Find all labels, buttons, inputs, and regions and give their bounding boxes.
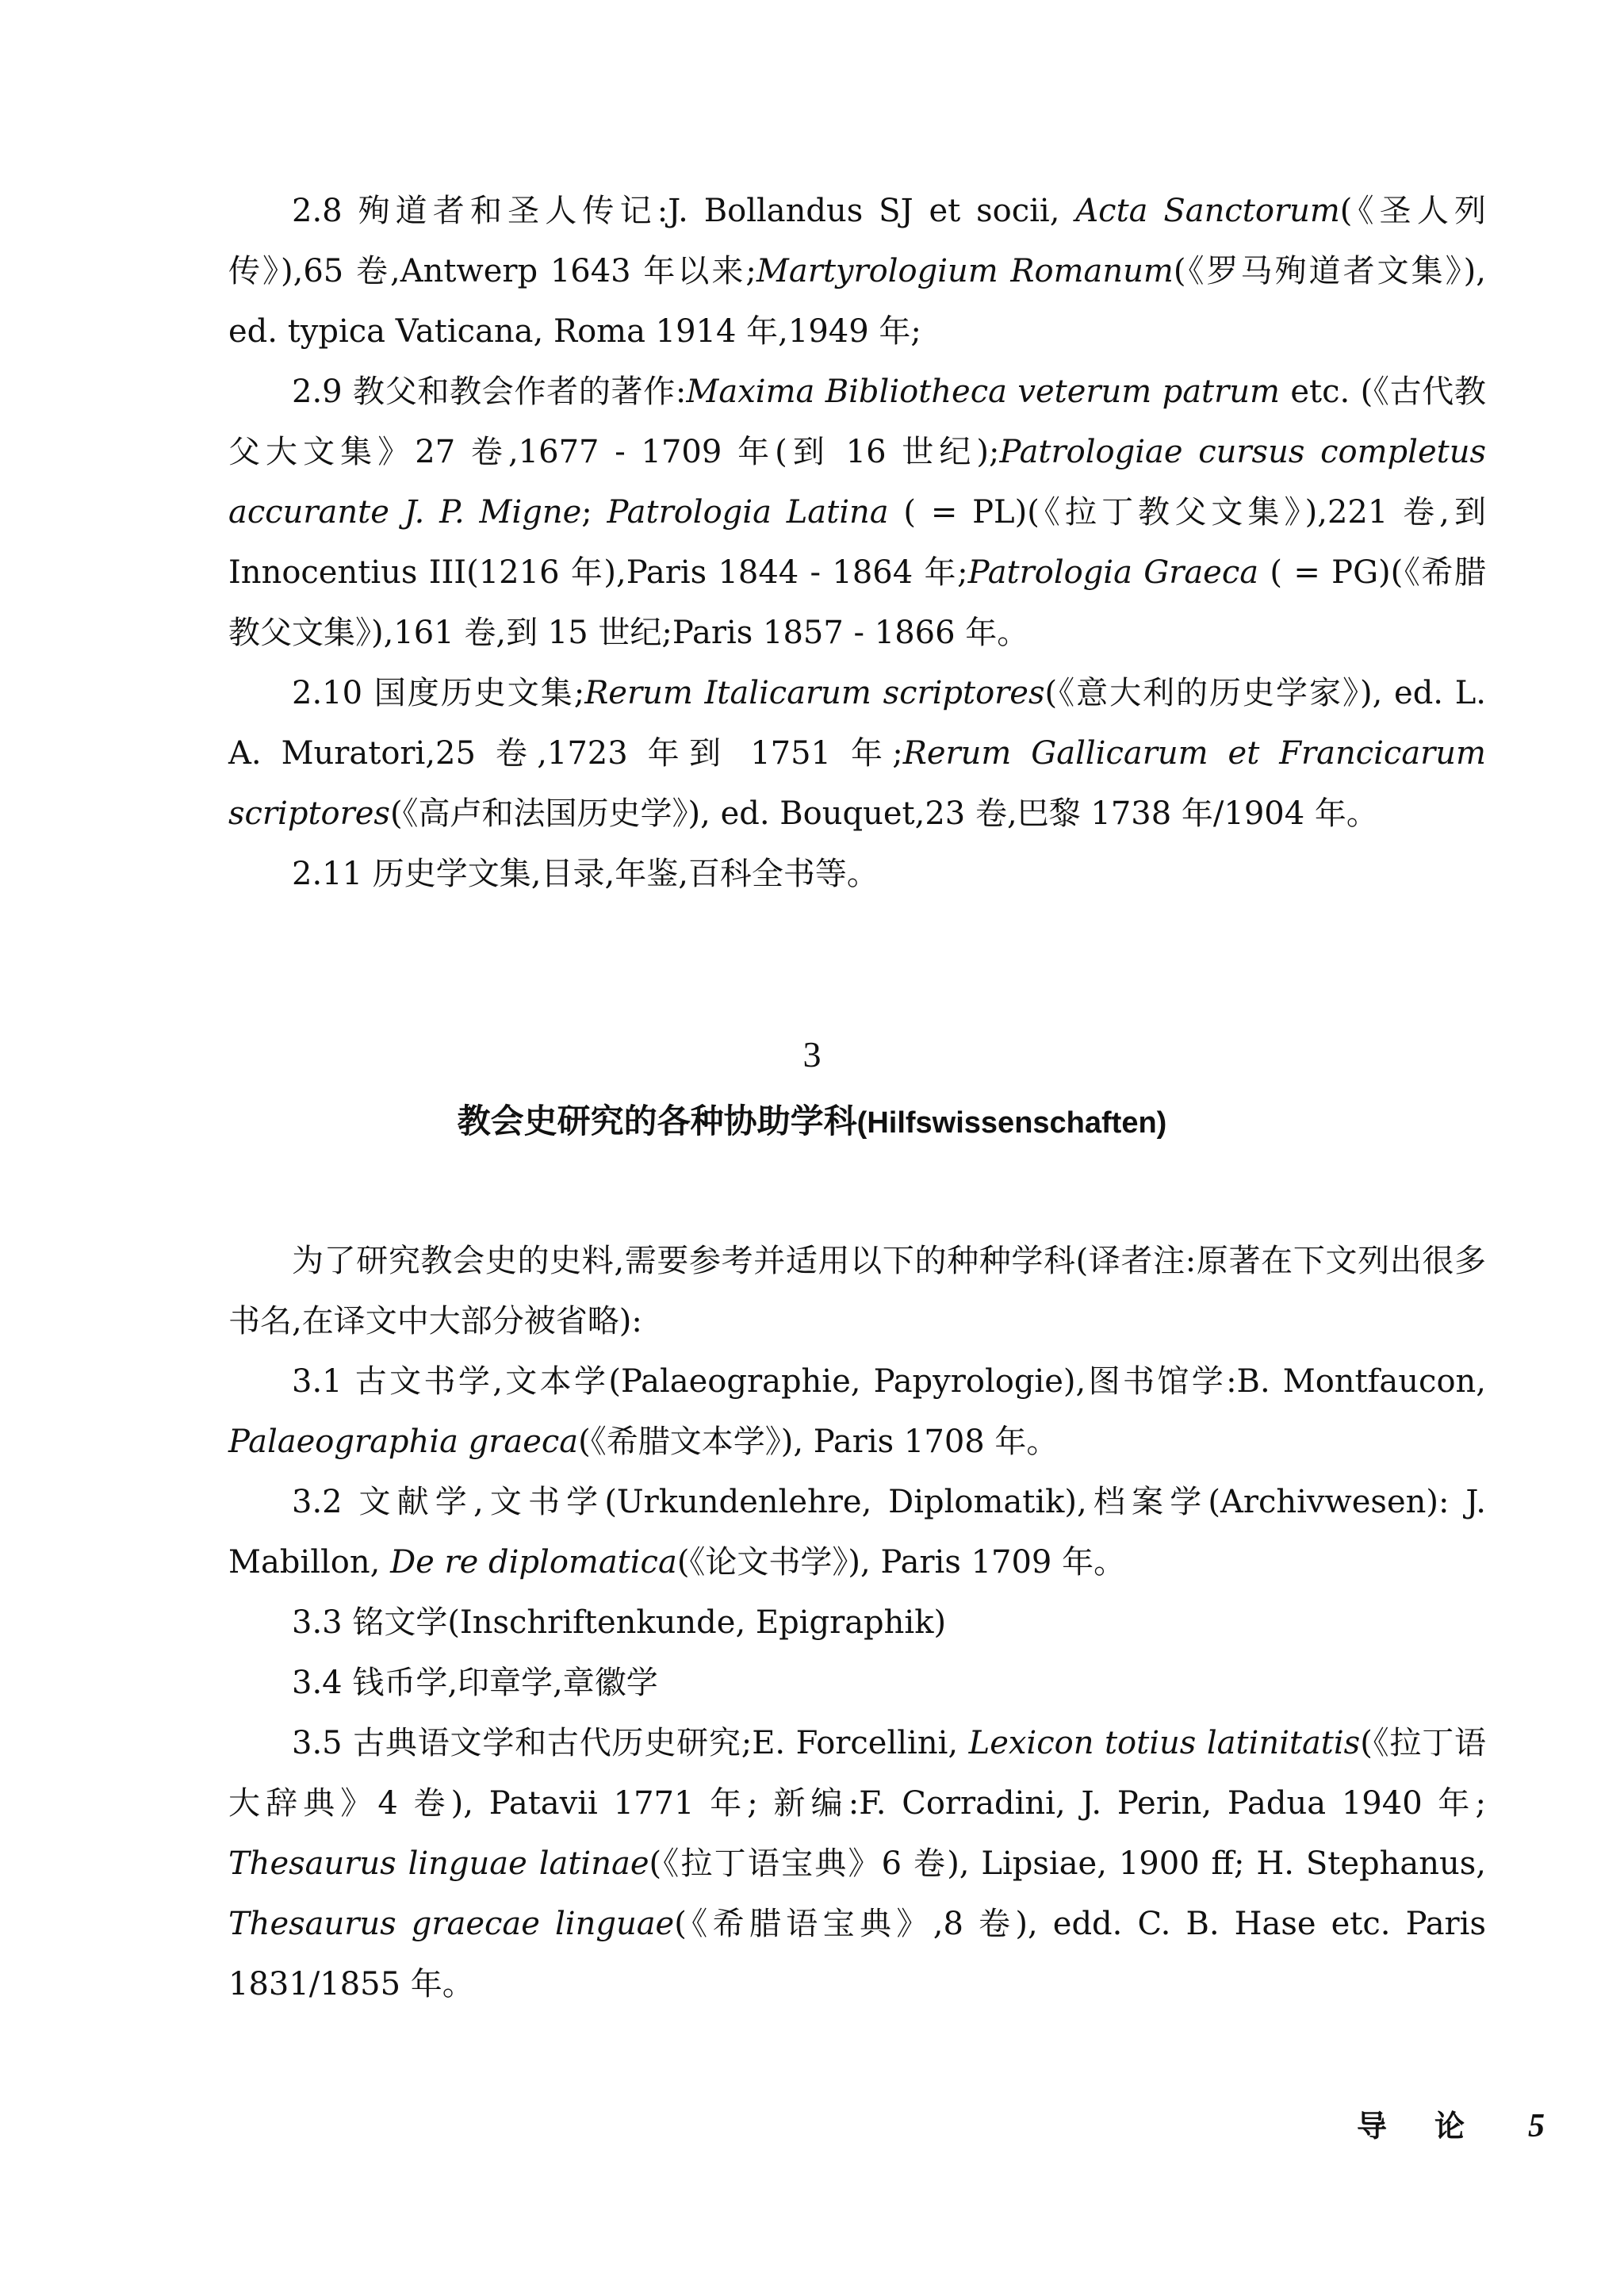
paragraph-text: 3.1 古文书学,文本学(Palaeographie, Papyrologie),图书馆学:B. Montfaucon,: [292, 1363, 1486, 1400]
paragraph-text: 2.8 殉道者和圣人传记:J. Bollandus SJ et socii,: [292, 193, 1076, 229]
paragraph: [228, 1231, 1486, 1351]
italic-title-text: Rerum Italicarum scriptores: [584, 675, 1045, 711]
page-footer: [1357, 2102, 1545, 2145]
paragraph-text: (《拉丁语宝典》6 卷), Lipsiae, 1900 ff; H. Stephanus,: [649, 1845, 1486, 1882]
top-text-block: [228, 181, 1486, 904]
paragraph-text: (《意大利的历史学家》), ed. L. A. Muratori,25 卷,1723 年到 1751 年;: [228, 675, 1486, 772]
paragraph-text: 为了研究教会史的史料,需要参考并适用以下的种种学科(译者注:原著在下文列出很多书名,在译文中大部分被省略):: [228, 1243, 1486, 1339]
italic-title-text: Palaeographia graeca: [228, 1424, 579, 1460]
paragraph-text: etc. (《古代教父大文集》27 卷,1677 - 1709 年(到 16 世纪);: [228, 374, 1486, 470]
paragraph-text: ;: [581, 494, 607, 531]
paragraph: [228, 1592, 1486, 1653]
paragraph-text: (《希腊文本学》), Paris 1708 年。: [578, 1424, 1059, 1460]
bottom-text-block: [228, 1231, 1486, 2014]
paragraph-text: 2.10 国度历史文集;: [292, 675, 585, 711]
paragraph-text: 3.2 文献学,文书学(Urkundenlehre, Diplomatik),档案学(Archivwesen): J. Mabillon,: [228, 1484, 1486, 1581]
section-title-chinese: 教会史研究的各种协助学科: [457, 1102, 857, 1140]
italic-title-text: Acta Sanctorum: [1075, 193, 1340, 229]
paragraph: [228, 1472, 1486, 1592]
paragraph-text: 2.11 历史学文集,目录,年鉴,百科全书等。: [292, 856, 879, 892]
paragraph: [228, 663, 1486, 844]
italic-title-text: Martyrologium Romanum: [756, 253, 1174, 289]
paragraph-text: 2.9 教父和教会作者的著作:: [292, 374, 687, 410]
section-title: [0, 1098, 1624, 1147]
paragraph: [228, 1653, 1486, 1713]
italic-title-text: Patrologia Latina: [607, 494, 889, 531]
italic-title-text: Thesaurus linguae latinae: [228, 1845, 649, 1882]
paragraph-text: 3.3 铭文学(Inschriftenkunde, Epigraphik): [292, 1604, 947, 1641]
paragraph: [228, 844, 1486, 904]
paragraph-text: (《论文书学》), Paris 1709 年。: [676, 1544, 1126, 1581]
page-number: 5: [1528, 2108, 1545, 2144]
paragraph: [228, 1713, 1486, 2014]
italic-title-text: Maxima Bibliotheca veterum patrum: [686, 374, 1280, 410]
paragraph: [228, 181, 1486, 362]
italic-title-text: Patrologiae cursus completus accurante J. P. Migne: [228, 434, 1486, 531]
italic-title-text: Thesaurus graecae linguae: [228, 1906, 675, 1942]
paragraph-text: (《高卢和法国历史学》), ed. Bouquet,23 卷,巴黎 1738 年/1904 年。: [389, 795, 1378, 832]
italic-title-text: Lexicon totius latinitatis: [968, 1725, 1361, 1761]
italic-title-text: Patrologia Graeca: [967, 554, 1259, 591]
paragraph-text: (《罗马殉道者文集》), ed. typica Vaticana, Roma 1914 年,1949 年;: [228, 253, 1486, 350]
paragraph-text: (《希腊语宝典》,8 卷), edd. C. B. Hase etc. Paris 1831/1855 年。: [228, 1906, 1486, 2002]
paragraph-text: (《拉丁语大辞典》4 卷), Patavii 1771 年; 新编:F. Corradini, J. Perin, Padua 1940 年;: [228, 1725, 1487, 1822]
paragraph-text: 3.4 钱币学,印章学,章徽学: [292, 1665, 658, 1701]
paragraph: [228, 1351, 1486, 1472]
italic-title-text: Rerum Gallicarum et Francicarum scriptores: [228, 735, 1486, 832]
paragraph-text: (《圣人列传》),65 卷,Antwerp 1643 年以来;: [228, 193, 1486, 289]
running-head-chapter: 导论: [1356, 2108, 1512, 2144]
section-number: 3: [802, 1034, 822, 1075]
paragraph-text: ( = PG)(《希腊教父文集》),161 卷,到 15 世纪;Paris 1857 - 1866 年。: [228, 554, 1487, 651]
italic-title-text: De re diplomatica: [390, 1544, 677, 1581]
section-title-latin: (Hilfswissenschaften): [856, 1106, 1167, 1140]
paragraph-text: ( = PL)(《拉丁教父文集》),221 卷,到 Innocentius III(1216 年),Paris 1844 - 1864 年;: [228, 494, 1486, 591]
paragraph: [228, 362, 1486, 663]
paragraph-text: 3.5 古典语文学和古代历史研究;E. Forcellini,: [292, 1725, 969, 1761]
